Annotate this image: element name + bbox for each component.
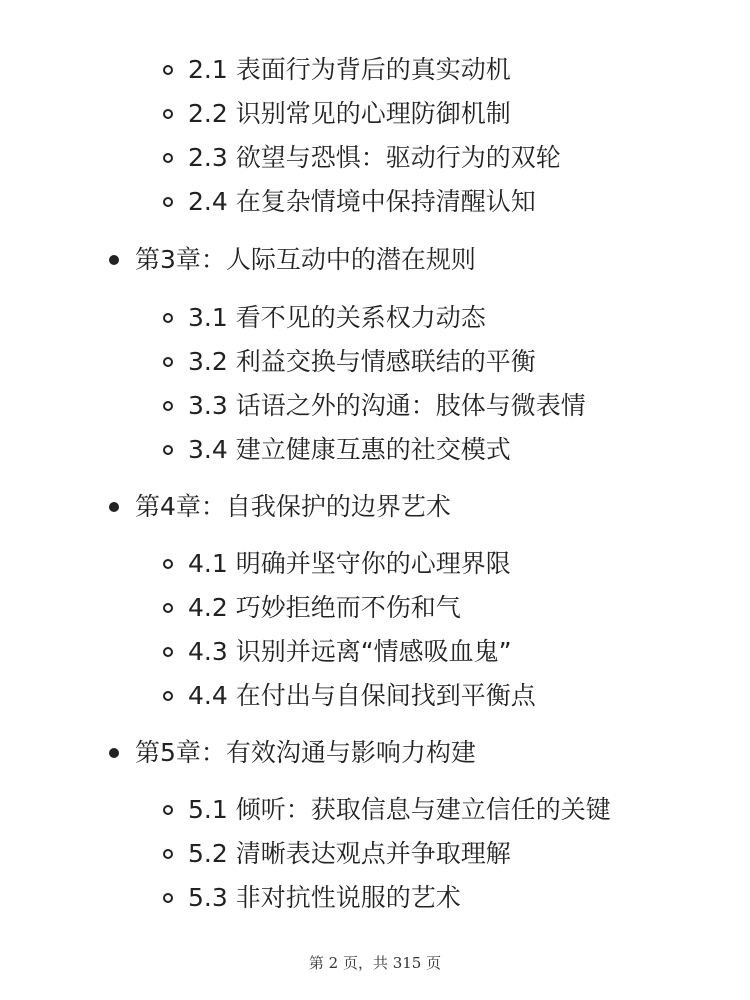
toc-section-5-1 — [188, 793, 611, 827]
toc-section-4-2 — [188, 591, 461, 625]
section-label: 4.4 在付出与自保间找到平衡点 — [188, 681, 536, 710]
filled-bullet-icon — [109, 255, 119, 265]
toc-section-2-1 — [188, 53, 511, 87]
chapter-title: 第5章：有效沟通与影响力构建 — [135, 738, 476, 767]
hollow-bullet-icon — [163, 401, 173, 411]
section-label: 3.1 看不见的关系权力动态 — [188, 303, 486, 332]
toc-section-4-3 — [188, 635, 512, 669]
filled-bullet-icon — [109, 748, 119, 758]
hollow-bullet-icon — [163, 893, 173, 903]
section-label: 3.4 建立健康互惠的社交模式 — [188, 435, 511, 464]
hollow-bullet-icon — [163, 559, 173, 569]
toc-section-3-1 — [188, 301, 486, 335]
page-number-footer: 第 2 页，共 315 页 — [308, 954, 442, 972]
hollow-bullet-icon — [163, 313, 173, 323]
toc-chapter-5 — [135, 736, 476, 770]
section-label: 5.1 倾听：获取信息与建立信任的关键 — [188, 795, 611, 824]
filled-bullet-icon — [109, 502, 119, 512]
section-label: 3.3 话语之外的沟通：肢体与微表情 — [188, 391, 586, 420]
hollow-bullet-icon — [163, 805, 173, 815]
hollow-bullet-icon — [163, 357, 173, 367]
section-label: 2.4 在复杂情境中保持清醒认知 — [188, 187, 536, 216]
toc-section-5-3 — [188, 881, 461, 915]
toc-section-4-1 — [188, 547, 511, 581]
toc-section-3-2 — [188, 345, 536, 379]
toc-chapter-4 — [135, 490, 451, 524]
hollow-bullet-icon — [163, 445, 173, 455]
section-label: 4.2 巧妙拒绝而不伤和气 — [188, 593, 461, 622]
toc-section-2-4 — [188, 185, 536, 219]
toc-section-5-2 — [188, 837, 511, 871]
hollow-bullet-icon — [163, 603, 173, 613]
hollow-bullet-icon — [163, 153, 173, 163]
chapter-title: 第3章：人际互动中的潜在规则 — [135, 245, 476, 274]
hollow-bullet-icon — [163, 65, 173, 75]
section-label: 3.2 利益交换与情感联结的平衡 — [188, 347, 536, 376]
toc-section-3-4 — [188, 433, 511, 467]
section-label: 2.3 欲望与恐惧：驱动行为的双轮 — [188, 143, 561, 172]
section-label: 2.2 识别常见的心理防御机制 — [188, 99, 511, 128]
hollow-bullet-icon — [163, 109, 173, 119]
hollow-bullet-icon — [163, 197, 173, 207]
toc-section-4-4 — [188, 679, 536, 713]
toc-section-2-2 — [188, 97, 511, 131]
hollow-bullet-icon — [163, 849, 173, 859]
hollow-bullet-icon — [163, 691, 173, 701]
section-label: 5.2 清晰表达观点并争取理解 — [188, 839, 511, 868]
toc-section-3-3 — [188, 389, 586, 423]
chapter-title: 第4章：自我保护的边界艺术 — [135, 492, 451, 521]
section-label: 4.1 明确并坚守你的心理界限 — [188, 549, 511, 578]
hollow-bullet-icon — [163, 647, 173, 657]
toc-chapter-3 — [135, 243, 476, 277]
section-label: 2.1 表面行为背后的真实动机 — [188, 55, 511, 84]
toc-section-2-3 — [188, 141, 561, 175]
section-label: 5.3 非对抗性说服的艺术 — [188, 883, 461, 912]
section-label: 4.3 识别并远离“情感吸血鬼” — [188, 637, 512, 666]
